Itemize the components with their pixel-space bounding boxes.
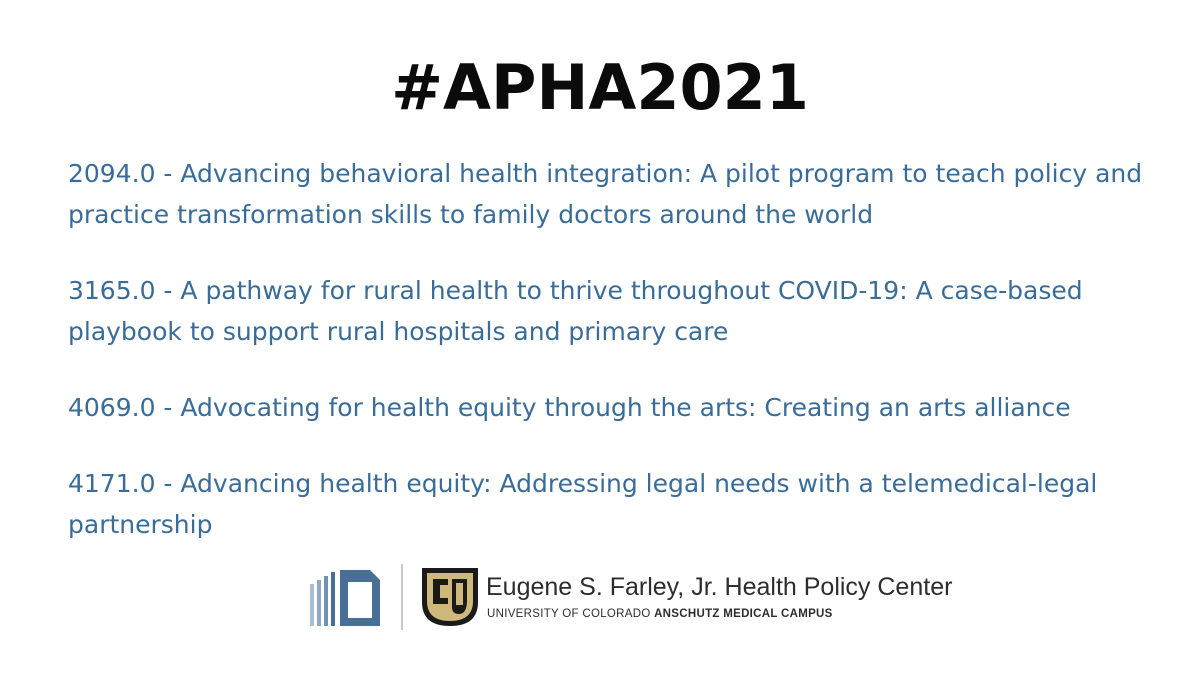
university-campus: ANSCHUTZ MEDICAL CAMPUS bbox=[654, 608, 833, 620]
cu-logo bbox=[418, 564, 482, 630]
session-item: 4069.0 - Advocating for health equity through the arts: Creating an arts alliance bbox=[68, 393, 1071, 422]
page-title: #APHA2021 bbox=[391, 51, 809, 124]
university-name bbox=[487, 607, 833, 621]
farley-center-logo bbox=[310, 570, 380, 626]
session-item: 4171.0 - Advancing health equity: Addressing legal needs with a telemedical-legal partnership bbox=[68, 469, 1098, 539]
center-name: Eugene S. Farley, Jr. Health Policy Center bbox=[486, 573, 953, 601]
session-list bbox=[68, 153, 1148, 580]
footer-logos bbox=[310, 562, 953, 632]
session-item: 2094.0 - Advancing behavioral health integration: A pilot program to teach policy and practice transformation skills to family doctors around the world bbox=[68, 159, 1143, 229]
footer-divider bbox=[401, 564, 403, 630]
session-item: 3165.0 - A pathway for rural health to thrive throughout COVID-19: A case-based playbook to support rural hospitals and primary care bbox=[68, 276, 1083, 346]
university-prefix: UNIVERSITY OF COLORADO bbox=[487, 608, 655, 620]
